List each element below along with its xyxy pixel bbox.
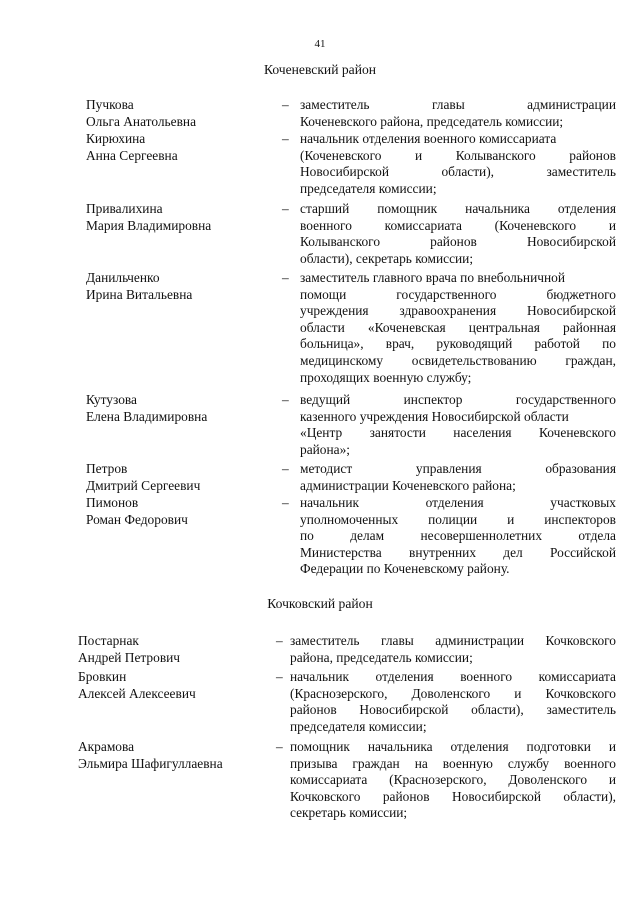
role-line: области «Коченевская центральная районная <box>300 319 616 335</box>
role-line: Министерства внутренних дел Российской <box>300 544 616 560</box>
member-role <box>300 201 616 267</box>
role-line: уполномоченных полиции и инспекторов <box>300 511 616 527</box>
member-role <box>300 495 616 578</box>
role-line: заместитель главного врача по внебольничной <box>300 270 566 285</box>
role-line: казенного учреждения Новосибирской области <box>300 408 569 424</box>
section-title-kochkovsky: Кочковский район <box>267 596 373 611</box>
dash-separator: – <box>282 495 289 510</box>
role-line: Федерации по Коченевскому району. <box>300 561 510 577</box>
role-line: «Центр занятости населения Коченевского <box>300 425 616 441</box>
member-given-name: Мария Владимировна <box>86 217 212 233</box>
member-name <box>78 633 180 666</box>
role-line: медицинскому освидетельствованию граждан, <box>300 352 616 368</box>
role-line: начальник отделения военного комиссариата <box>300 131 557 146</box>
member-given-name: Роман Федорович <box>86 511 188 527</box>
role-line: проходящих военную службу; <box>300 369 472 385</box>
member-surname: Кутузова <box>86 392 137 407</box>
dash-separator: – <box>282 201 289 216</box>
member-name <box>86 201 211 234</box>
member-surname: Кирюхина <box>86 131 146 146</box>
member-given-name: Анна Сергеевна <box>86 147 178 163</box>
role-line: заместитель главы администрации <box>300 97 616 112</box>
member-role <box>290 669 616 735</box>
role-line: Колыванского районов Новосибирской <box>300 234 616 250</box>
role-line: председателя комиссии; <box>290 718 427 734</box>
role-line: председателя комиссии; <box>300 180 437 196</box>
member-given-name: Эльмира Шафигуллаевна <box>78 755 223 771</box>
member-name <box>86 270 192 303</box>
member-name <box>86 392 207 425</box>
member-surname: Петров <box>86 461 128 476</box>
role-line: помощи государственного бюджетного <box>300 286 616 302</box>
role-line: районов Новосибирской области), заместитель <box>290 702 616 718</box>
member-surname: Постарнак <box>78 633 139 648</box>
member-surname: Пимонов <box>86 495 139 510</box>
role-line: области), секретарь комиссии; <box>300 250 474 266</box>
member-given-name: Ольга Анатольевна <box>86 113 197 129</box>
role-line: методист управления образования <box>300 461 616 476</box>
role-line: района»; <box>300 441 351 457</box>
member-role <box>290 739 616 822</box>
member-name <box>86 461 200 494</box>
dash-separator: – <box>276 739 283 754</box>
role-line: военного комиссариата (Коченевского и <box>300 217 616 233</box>
dash-separator: – <box>276 633 283 648</box>
dash-separator: – <box>282 461 289 476</box>
member-role <box>300 270 616 386</box>
role-line: Новосибирской области), заместитель <box>300 164 616 180</box>
dash-separator: – <box>282 270 289 285</box>
member-name <box>78 739 223 772</box>
member-surname: Данильченко <box>86 270 160 285</box>
member-role <box>300 97 616 130</box>
member-given-name: Алексей Алексеевич <box>78 685 196 701</box>
role-line: ведущий инспектор государственного <box>300 392 616 407</box>
member-name <box>86 131 178 164</box>
role-line: помощник начальника отделения подготовки и <box>290 739 616 754</box>
page-number: 41 <box>314 38 326 50</box>
member-name <box>86 495 188 528</box>
role-line: больница», врач, руководящий работой по <box>300 336 616 352</box>
role-line: (Коченевского и Колыванского районов <box>300 147 616 163</box>
role-line: учреждения здравоохранения Новосибирской <box>300 303 616 319</box>
role-line: заместитель главы администрации Кочковского <box>290 633 616 648</box>
member-name <box>86 97 196 130</box>
member-role <box>300 392 616 458</box>
role-line: Коченевского района, председатель комиссии; <box>300 113 564 129</box>
role-line: старший помощник начальника отделения <box>300 201 616 216</box>
member-given-name: Андрей Петрович <box>78 649 181 665</box>
role-line: по делам несовершеннолетних отдела <box>300 528 616 544</box>
section-title-kochenevsky: Коченевский район <box>263 62 377 77</box>
role-line: (Краснозерского, Доволенского и Кочковского <box>290 685 616 701</box>
member-given-name: Дмитрий Сергеевич <box>86 477 201 493</box>
member-name <box>78 669 196 702</box>
role-line: секретарь комиссии; <box>290 805 408 821</box>
member-role <box>300 131 616 197</box>
role-line: начальник отделения участковых <box>300 495 616 510</box>
member-surname: Бровкин <box>78 669 127 684</box>
member-given-name: Елена Владимировна <box>86 408 208 424</box>
role-line: комиссариата (Краснозерского, Доволенского и <box>290 772 616 788</box>
dash-separator: – <box>282 97 289 112</box>
dash-separator: – <box>276 669 283 684</box>
member-given-name: Ирина Витальевна <box>86 286 193 302</box>
member-surname: Пучкова <box>86 97 134 112</box>
dash-separator: – <box>282 131 289 146</box>
member-surname: Акрамова <box>78 739 135 754</box>
role-line: призыва граждан на военную службу военного <box>290 755 616 771</box>
member-role <box>300 461 616 494</box>
role-line: администрации Коченевского района; <box>300 477 516 493</box>
member-surname: Привалихина <box>86 201 163 216</box>
role-line: начальник отделения военного комиссариата <box>290 669 616 684</box>
role-line: Кочковского районов Новосибирской области), <box>290 788 616 804</box>
member-role <box>290 633 616 666</box>
dash-separator: – <box>282 392 289 407</box>
role-line: района, председатель комиссии; <box>290 649 473 665</box>
